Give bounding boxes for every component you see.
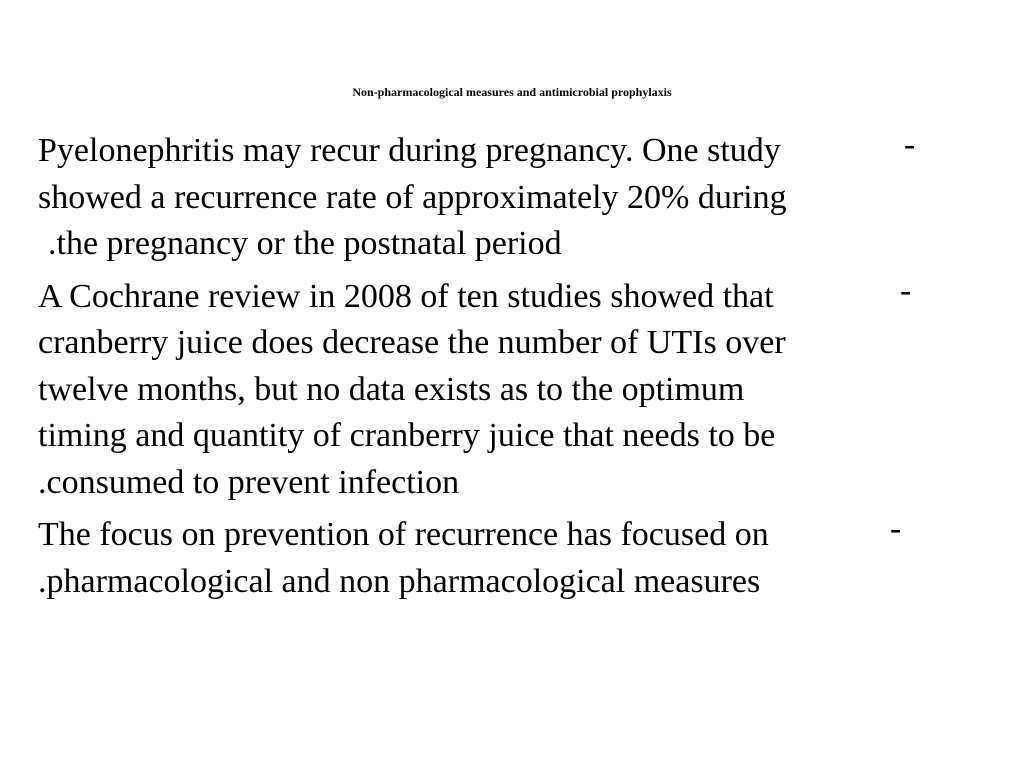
paragraph-cochrane-review bbox=[38, 271, 938, 507]
text-line: showed a recurrence rate of approximately 20% during bbox=[38, 178, 787, 216]
bullet-dash: - bbox=[890, 510, 902, 547]
text-line: .the pregnancy or the postnatal period bbox=[48, 225, 562, 262]
text-line: cranberry juice does decrease the number of UTIs over bbox=[38, 324, 786, 361]
paragraph-prevention-focus bbox=[38, 512, 938, 605]
bullet-dash: - bbox=[904, 126, 916, 163]
text-line: timing and quantity of cranberry juice that needs to be bbox=[38, 417, 776, 454]
slide-title: Non-pharmacological measures and antimicrobial prophylaxis bbox=[352, 85, 672, 99]
bullet-dash: - bbox=[900, 271, 912, 309]
text-line: .consumed to prevent infection bbox=[38, 463, 460, 501]
text-line: .pharmacological and non pharmacological measures bbox=[38, 562, 761, 600]
text-line: twelve months, but no data exists as to the optimum bbox=[38, 370, 745, 408]
text-line: The focus on prevention of recurrence has focused on - bbox=[38, 512, 938, 559]
slide-body bbox=[38, 128, 938, 611]
text-line: Pyelonephritis may recur during pregnancy. One study - bbox=[38, 128, 938, 175]
paragraph-recurrence bbox=[38, 128, 938, 268]
text-line: A Cochrane review in 2008 of ten studies showed that - bbox=[38, 274, 938, 321]
